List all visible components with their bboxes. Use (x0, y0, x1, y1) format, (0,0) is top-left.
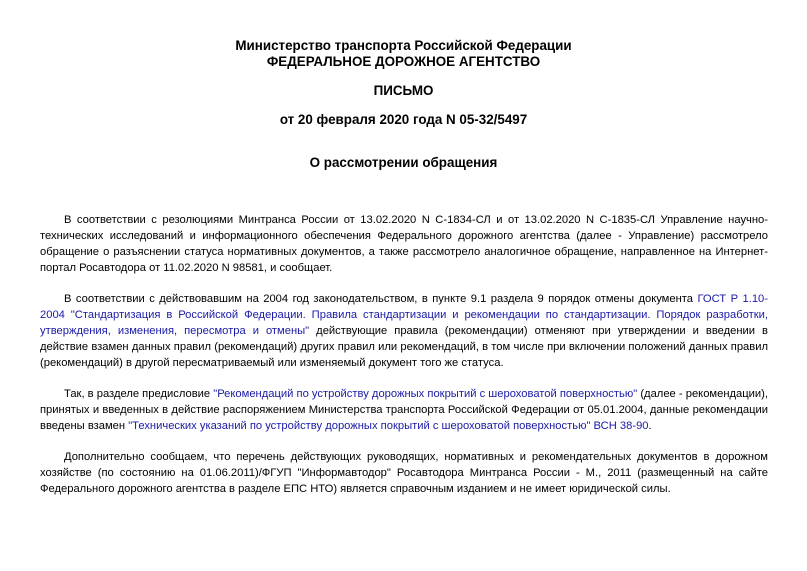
paragraph-1: В соответствии с резолюциями Минтранса России от 13.02.2020 N С-1834-СЛ и от 13.02.2020 N С-1835-СЛ Управление научно-технических исследований и информационного обеспечения Федерального дорожного агентства (далее - Управление) рассмотрело обращение о разъяснении статуса нормативных документов, а также рассмотрело аналогичное обращение, направленное на Интернет-портал Росавтодора от 11.02.2020 N 98581, и сообщает. (40, 214, 768, 274)
paragraph-2-text-2: действующие правила (рекомендации) отменяют при утверждении и введении в действие взамен данных правил (рекомендаций) других правил или рекомендаций, в том числе при включении положений данных правил (рекомендаций) в другой пересматриваемый или изменяемый документ того же статуса. (40, 324, 768, 369)
recommendations-link[interactable]: "Рекомендаций по устройству дорожных покрытий с шероховатой поверхностью" (213, 388, 638, 400)
paragraph-2 (40, 292, 768, 372)
paragraph-3-text-1: Так, в разделе предисловие (64, 388, 214, 400)
gost-r-1-10-2004-link[interactable]: ГОСТ Р 1.10-2004 "Стандартизация в Российской Федерации. Правила стандартизации и рекомендации по стандартизации. Порядок разработки, утверждения, изменения, пересмотра и отмены" (40, 293, 768, 337)
document-subject: О рассмотрении обращения (309, 155, 498, 170)
paragraph-4: Дополнительно сообщаем, что перечень действующих руководящих, нормативных и рекомендательных документов в дорожном хозяйстве (по состоянию на 01.06.2011)/ФГУП "Информавтодор" Росавтодора Минтранса России - М., 2011 (размещенный на сайте Федерального дорожного агентства в разделе ЕПС НТО) является справочным изданием и не имеет юридической силы. (40, 451, 768, 495)
agency-name: ФЕДЕРАЛЬНОЕ ДОРОЖНОЕ АГЕНТСТВО (266, 54, 541, 69)
document-type: ПИСЬМО (373, 83, 434, 98)
paragraph-2-text-1: В соответствии с действовавшим на 2004 год законодательством, в пункте 9.1 раздела 9 порядок отмены документа (64, 293, 698, 305)
paragraph-3-text-3: . (648, 419, 652, 432)
ministry-name: Министерство транспорта Российской Федерации (235, 38, 572, 53)
document-date-number: от 20 февраля 2020 года N 05-32/5497 (279, 112, 528, 127)
paragraph-3 (40, 387, 768, 435)
paragraph-3-text-2: (далее - рекомендации), принятых и введенных в действие распоряжением Министерства транспорта Российской Федерации от 05.01.2004, данные рекомендации введены взамен (40, 388, 769, 432)
vsn-38-90-link[interactable]: "Технических указаний по устройству дорожных покрытий с шероховатой поверхностью" ВСН 38-90 (128, 419, 649, 432)
